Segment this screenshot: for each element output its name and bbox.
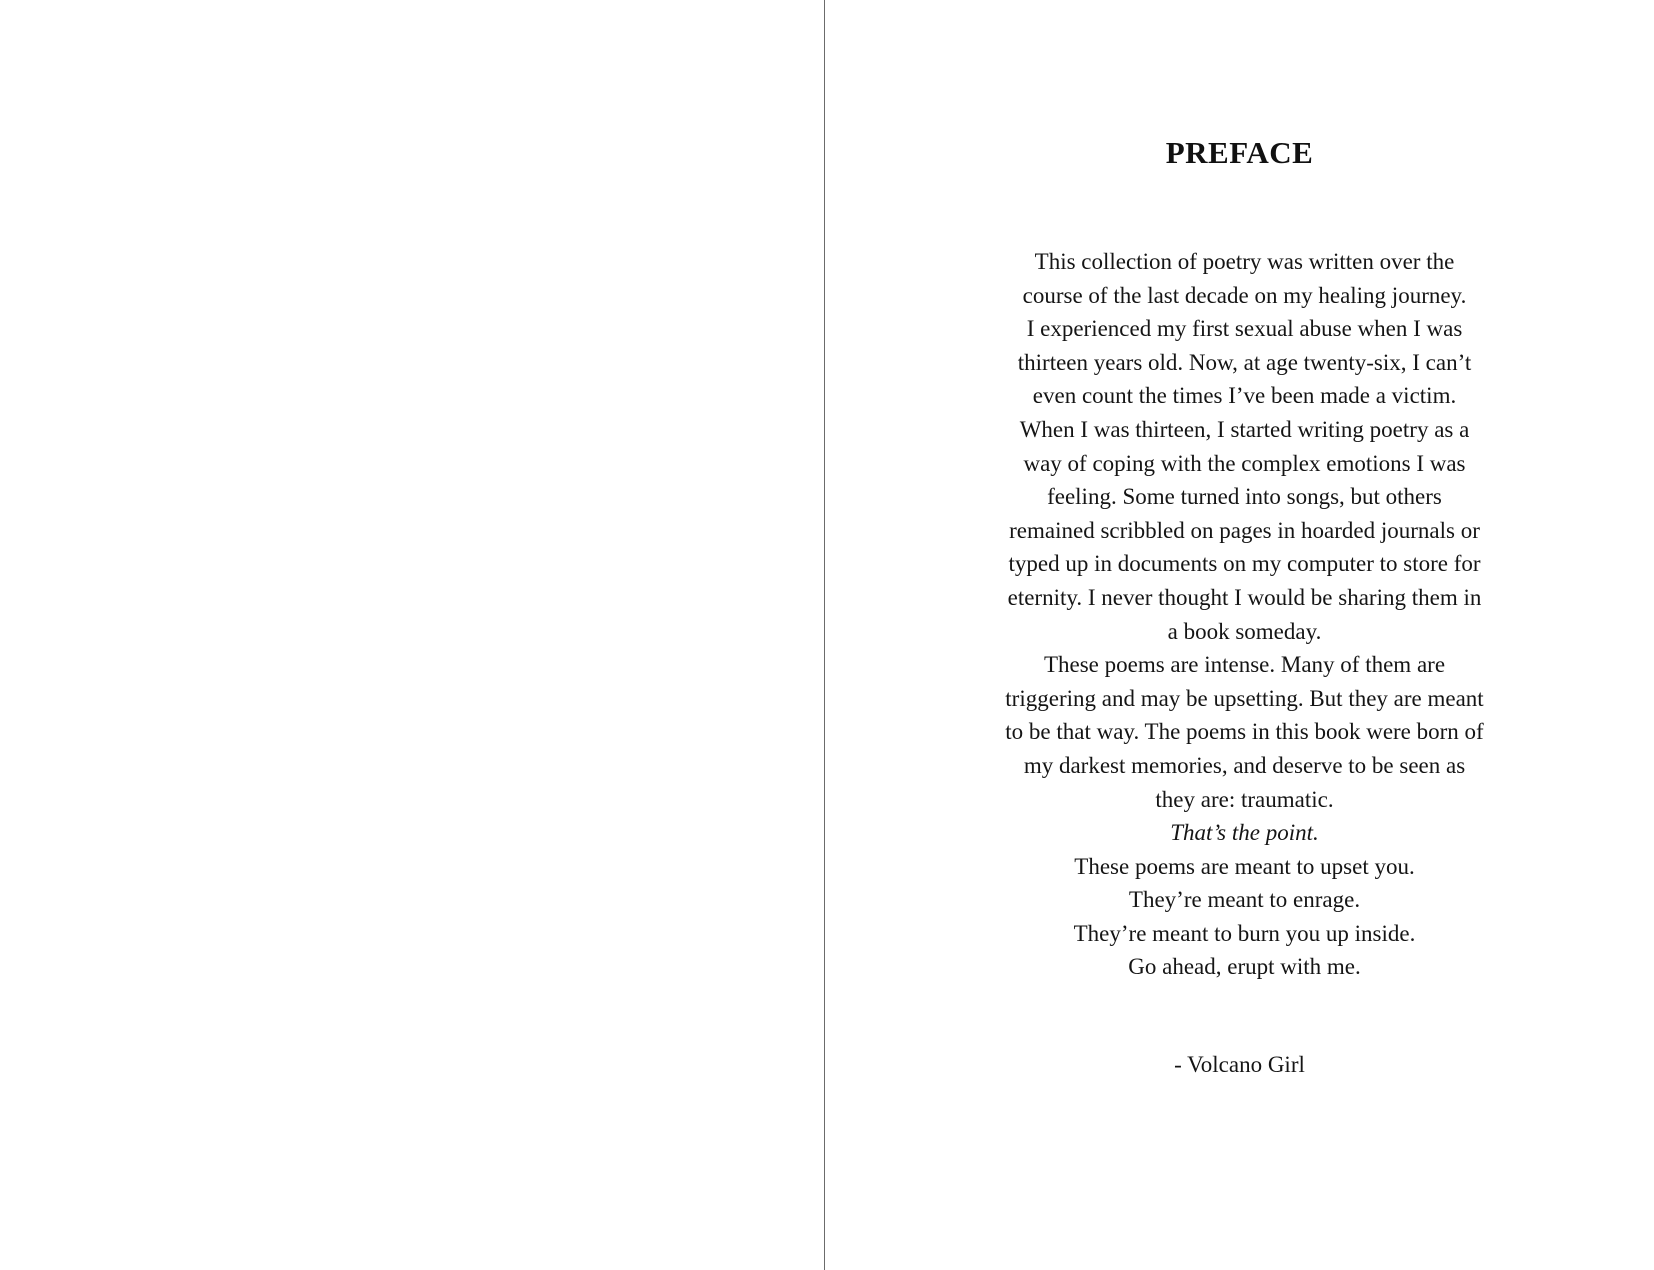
body-line: feeling. Some turned into songs, but others xyxy=(1047,484,1442,510)
body-line: I experienced my first sexual abuse when I was xyxy=(1026,316,1463,342)
body-line-emphasis: That’s the point. xyxy=(1170,820,1319,846)
body-line: way of coping with the complex emotions I was xyxy=(1023,450,1466,476)
body-line: they are: traumatic. xyxy=(1155,786,1334,812)
body-line: typed up in documents on my computer to store for xyxy=(1008,551,1481,577)
page-title: PREFACE xyxy=(1165,135,1314,170)
body-line: to be that way. The poems in this book were born of xyxy=(1005,719,1484,745)
body-line: a book someday. xyxy=(1167,618,1322,644)
body-line: This collection of poetry was written over the xyxy=(1034,249,1455,274)
author-signature: - Volcano Girl xyxy=(1174,1052,1305,1077)
body-line: These poems are intense. Many of them are xyxy=(1043,652,1446,678)
body-line: even count the times I’ve been made a victim. xyxy=(1032,383,1457,409)
body-line: triggering and may be upsetting. But they are meant xyxy=(1005,685,1484,711)
preface-body xyxy=(987,245,1502,984)
body-line: remained scribbled on pages in hoarded journals or xyxy=(1009,517,1480,543)
body-line: Go ahead, erupt with me. xyxy=(1128,954,1361,980)
body-line: When I was thirteen, I started writing poetry as a xyxy=(1019,416,1470,442)
body-line: They’re meant to enrage. xyxy=(1128,887,1361,913)
body-line: my darkest memories, and deserve to be seen as xyxy=(1023,752,1466,778)
body-line: thirteen years old. Now, at age twenty-six, I can’t xyxy=(1017,349,1472,375)
body-line: They’re meant to burn you up inside. xyxy=(1073,920,1416,946)
left-page-blank xyxy=(0,0,824,1270)
body-line: course of the last decade on my healing journey. xyxy=(1022,282,1467,308)
right-page xyxy=(825,0,1654,1270)
body-line: eternity. I never thought I would be sharing them in xyxy=(1007,584,1482,610)
body-line: These poems are meant to upset you. xyxy=(1074,853,1415,879)
